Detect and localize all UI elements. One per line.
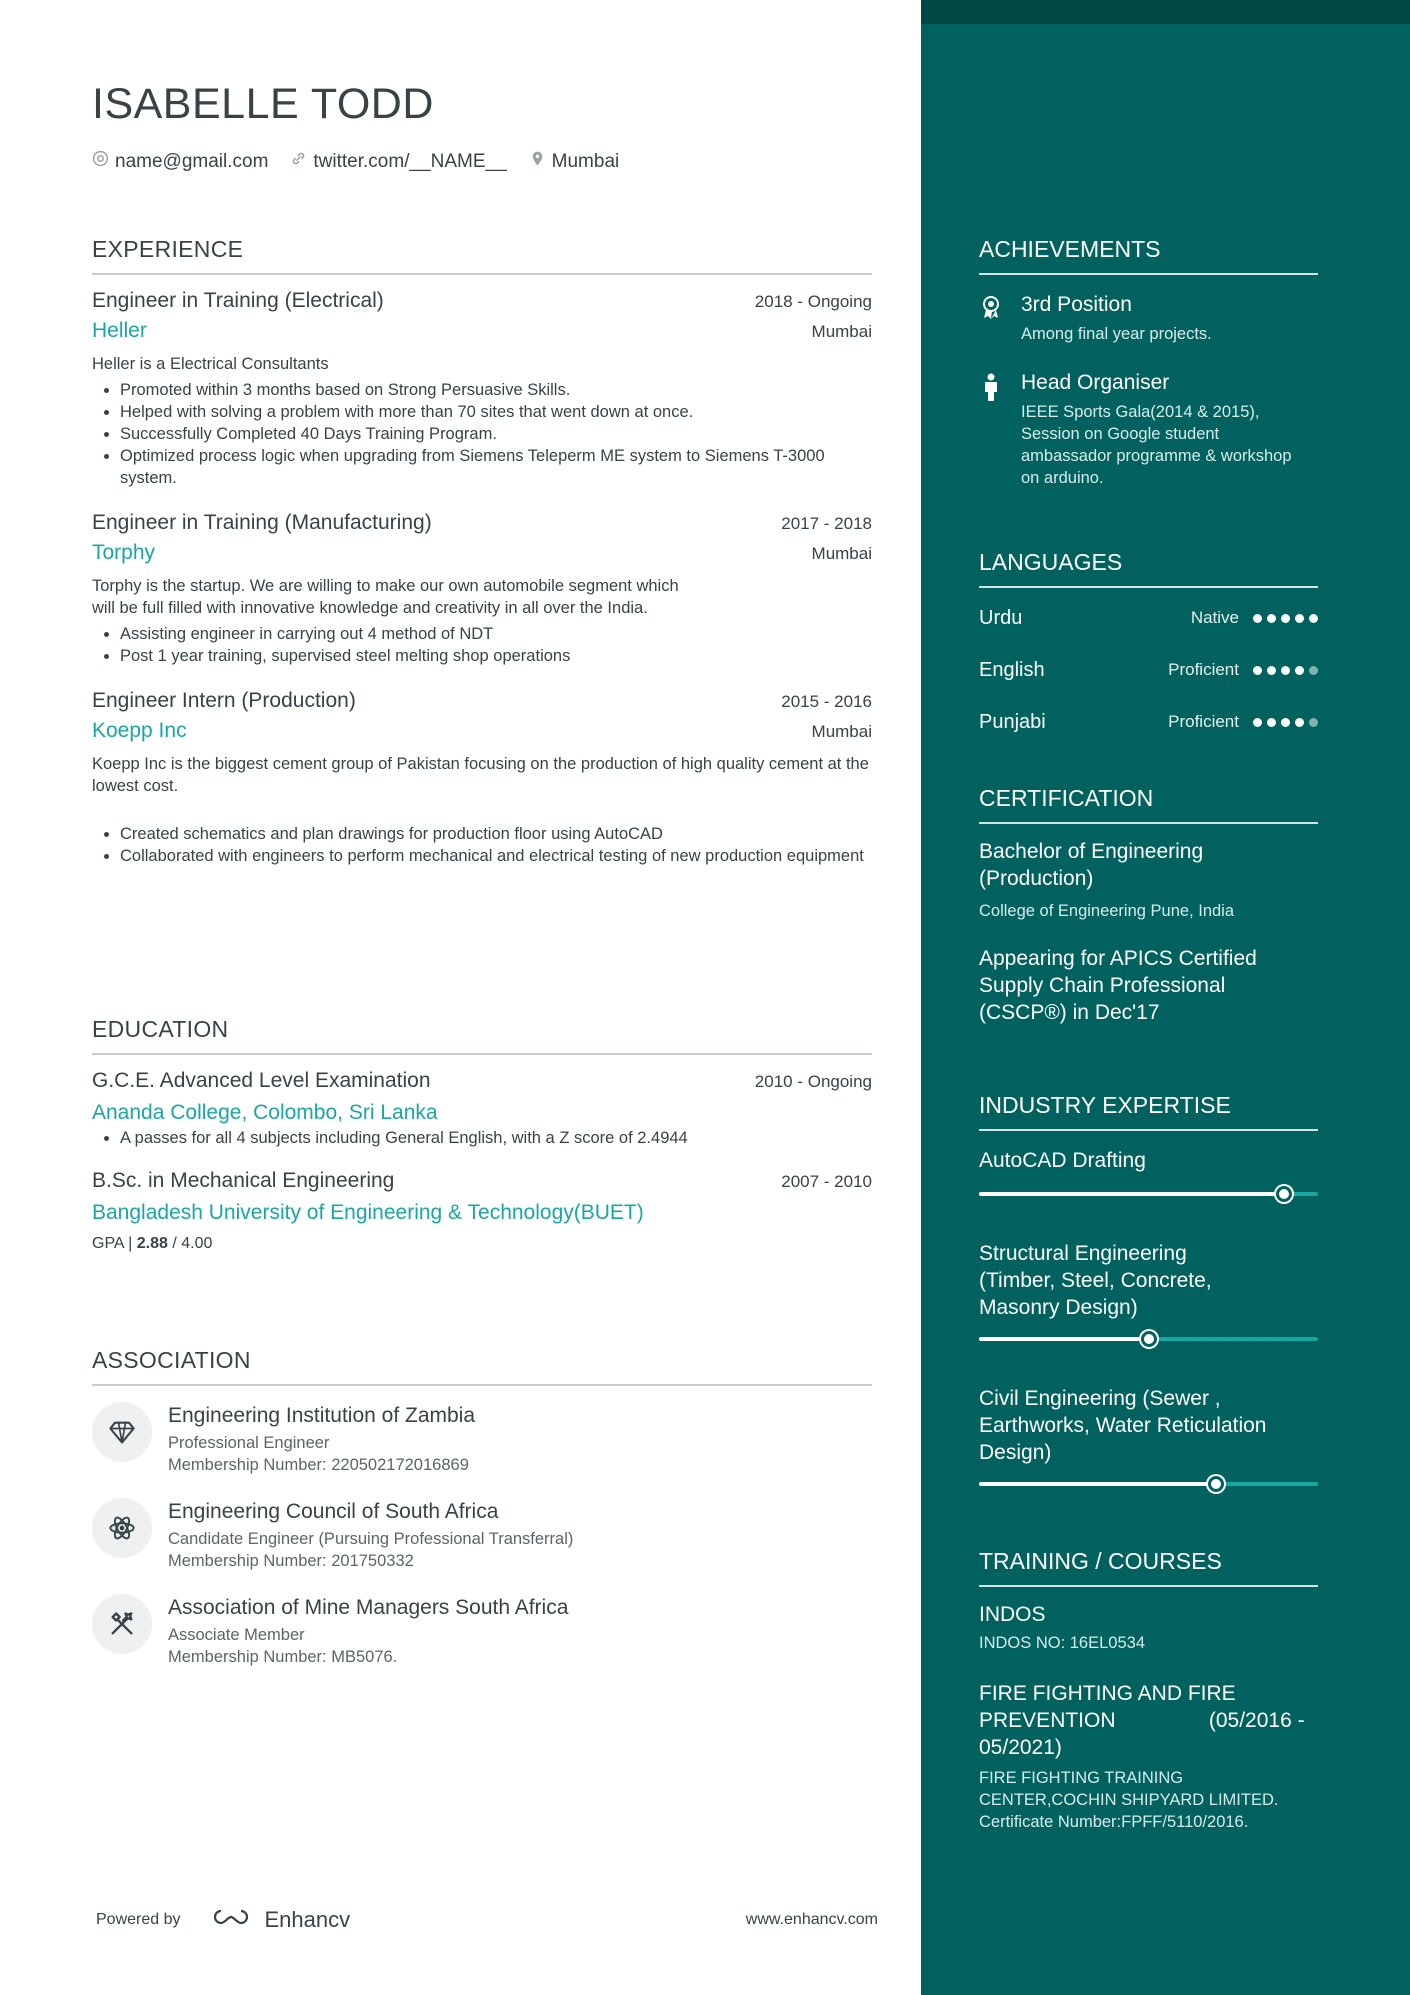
gpa-label: GPA [92,1235,124,1252]
association-name: Association of Mine Managers South Africa [168,1596,569,1619]
contact-row [92,150,619,173]
list-item: • Collaborated with engineers to perform mechanical and electrical testing of new production equipment [120,845,872,867]
contact-location [529,150,620,173]
gpa-value: 2.88 [136,1235,168,1252]
list-item: • Post 1 year training, supervised steel melting shop operations [120,645,872,667]
job-description: Heller is a Electrical Consultants [92,355,329,373]
skill-name: Structural Engineering (Timber, Steel, Concrete, Masonry Design) [979,1242,1212,1319]
company-name: Koepp Inc [92,719,187,742]
contact-email[interactable] [92,150,268,173]
degree-title: G.C.E. Advanced Level Examination [92,1069,431,1092]
email-text: name@gmail.com [115,150,269,172]
skill-knob [1141,1331,1157,1347]
footer [96,1905,878,1935]
language-level: Proficient [1168,660,1239,679]
school-name: Ananda College, Colombo, Sri Lanka [92,1101,438,1124]
language-level: Proficient [1168,712,1239,731]
languages-section [979,549,1318,748]
skill-item [979,1147,1318,1196]
job-location: Mumbai [811,722,872,741]
list-item: • Created schematics and plan drawings for production floor using AutoCAD [120,823,872,845]
company-name: Torphy [92,541,156,564]
award-icon [979,293,1003,345]
association-section [92,1347,872,1668]
job-bullets [92,623,872,667]
association-title: ASSOCIATION [92,1347,872,1386]
list-item: • Promoted within 3 months based on Strong Persuasive Skills. [120,379,872,401]
link-icon [290,150,307,173]
education-date: 2007 - 2010 [781,1172,872,1191]
job-description: Koepp Inc is the biggest cement group of Pakistan focusing on the production of high quality cement at the lowest cost. [92,755,869,795]
association-item [92,1594,872,1668]
job-location: Mumbai [811,544,872,563]
skill-bar [979,1337,1318,1341]
degree-title: B.Sc. in Mechanical Engineering [92,1169,395,1192]
job-title: Engineer Intern (Production) [92,689,356,712]
experience-title: EXPERIENCE [92,236,872,275]
course-title: INDOS [979,1603,1046,1626]
association-name: Engineering Institution of Zambia [168,1404,476,1427]
list-item: • Optimized process logic when upgrading from Siemens Teleperm ME system to Siemens T-3000 system. [120,445,872,489]
diamond-icon [92,1402,152,1462]
atom-icon [92,1498,152,1558]
certification-name: Appearing for APICS Certified Supply Chain Professional (CSCP®) in Dec'17 [979,947,1257,1024]
expertise-section [979,1092,1318,1486]
enhancv-logo-icon [207,1905,255,1935]
company-name: Heller [92,319,147,342]
skill-item [979,1240,1318,1341]
language-name: Punjabi [979,710,1046,733]
skill-item [979,1385,1318,1486]
job-entry [92,289,872,489]
brand-logo[interactable] [207,1905,351,1935]
language-rating [1253,614,1318,623]
job-entry [92,511,872,667]
education-entry [92,1069,872,1149]
association-number: Membership Number: 220502172016869 [168,1456,469,1474]
location-text: Mumbai [551,150,620,172]
skill-bar [979,1482,1318,1486]
certification-title: CERTIFICATION [979,785,1318,824]
experience-section [92,236,872,867]
certification-issuer: College of Engineering Pune, India [979,902,1235,920]
person-icon [979,371,1003,489]
course-detail: INDOS NO: 16EL0534 [979,1634,1145,1652]
course-title: FIRE FIGHTING AND FIRE PREVENTION (05/2016 - 05/2021) [979,1682,1311,1759]
skill-knob [1208,1476,1224,1492]
education-entry [92,1169,872,1253]
achievement-item [979,293,1318,345]
language-name: Urdu [979,606,1023,629]
link-text: twitter.com/__NAME__ [313,150,507,172]
language-item [979,644,1318,696]
gpa-line: GPA | 2.88 / 4.00 [92,1235,213,1252]
language-item [979,696,1318,748]
certification-name: Bachelor of Engineering (Production) [979,840,1204,890]
sidebar-top-bar [921,0,1410,24]
association-item [92,1498,872,1572]
association-role: Associate Member [168,1626,305,1644]
skill-bar [979,1192,1318,1196]
list-item: • A passes for all 4 subjects including General English, with a Z score of 2.4944 [120,1127,872,1149]
job-entry [92,689,872,867]
association-role: Professional Engineer [168,1434,330,1452]
sidebar [921,0,1410,1995]
contact-link[interactable] [290,150,506,173]
website-link[interactable]: www.enhancv.com [745,1911,878,1928]
achievement-title: Head Organiser [1021,371,1170,394]
job-bullets [92,379,872,489]
list-item: • Helped with solving a problem with more than 70 sites that went down at once. [120,401,872,423]
association-role: Candidate Engineer (Pursuing Professional Transferral) [168,1530,574,1548]
achievement-desc: IEEE Sports Gala(2014 & 2015), Session on Google student ambassador programme & workshop on arduino. [1021,403,1292,487]
job-location: Mumbai [811,322,872,341]
training-section [979,1548,1318,1833]
skill-knob [1276,1186,1292,1202]
at-icon [92,150,109,173]
language-item [979,592,1318,644]
certification-section [979,785,1318,1026]
association-number: Membership Number: 201750332 [168,1552,414,1570]
training-title: TRAINING / COURSES [979,1548,1318,1587]
languages-title: LANGUAGES [979,549,1318,588]
location-pin-icon [529,150,546,173]
education-bullets [92,1127,872,1149]
powered-by-text: Powered by [96,1911,181,1928]
skill-name: AutoCAD Drafting [979,1149,1146,1172]
job-title: Engineer in Training (Electrical) [92,289,384,312]
tools-icon [92,1594,152,1654]
list-item: • Successfully Completed 40 Days Training Program. [120,423,872,445]
education-section [92,1016,872,1253]
association-name: Engineering Council of South Africa [168,1500,499,1523]
school-name: Bangladesh University of Engineering & Technology(BUET) [92,1201,644,1224]
job-date: 2018 - Ongoing [754,292,872,311]
education-date: 2010 - Ongoing [754,1072,872,1091]
achievement-title: 3rd Position [1021,293,1132,316]
skill-name: Civil Engineering (Sewer , Earthworks, Water Reticulation Design) [979,1387,1267,1464]
language-rating [1253,718,1318,727]
language-level: Native [1190,608,1239,627]
list-item: • Assisting engineer in carrying out 4 method of NDT [120,623,872,645]
job-description: Torphy is the startup. We are willing to make our own automobile segment which will be full filled with innovative knowledge and creativity in all over the India. [92,577,679,617]
candidate-name: ISABELLE TODD [92,80,434,128]
association-number: Membership Number: MB5076. [168,1648,398,1666]
association-item [92,1402,872,1476]
brand-name: Enhancv [264,1907,351,1932]
language-rating [1253,666,1318,675]
job-title: Engineer in Training (Manufacturing) [92,511,432,534]
gpa-max: / 4.00 [172,1235,213,1252]
job-date: 2017 - 2018 [781,514,872,533]
achievement-item [979,371,1318,489]
achievement-desc: Among final year projects. [1021,325,1212,343]
achievements-section [979,236,1318,489]
job-bullets [92,823,872,867]
language-name: English [979,658,1045,681]
expertise-title: INDUSTRY EXPERTISE [979,1092,1318,1131]
course-detail: FIRE FIGHTING TRAINING CENTER,COCHIN SHIPYARD LIMITED. Certificate Number:FPFF/5110/2016. [979,1769,1279,1831]
achievements-title: ACHIEVEMENTS [979,236,1318,275]
job-date: 2015 - 2016 [781,692,872,711]
education-title: EDUCATION [92,1016,872,1055]
